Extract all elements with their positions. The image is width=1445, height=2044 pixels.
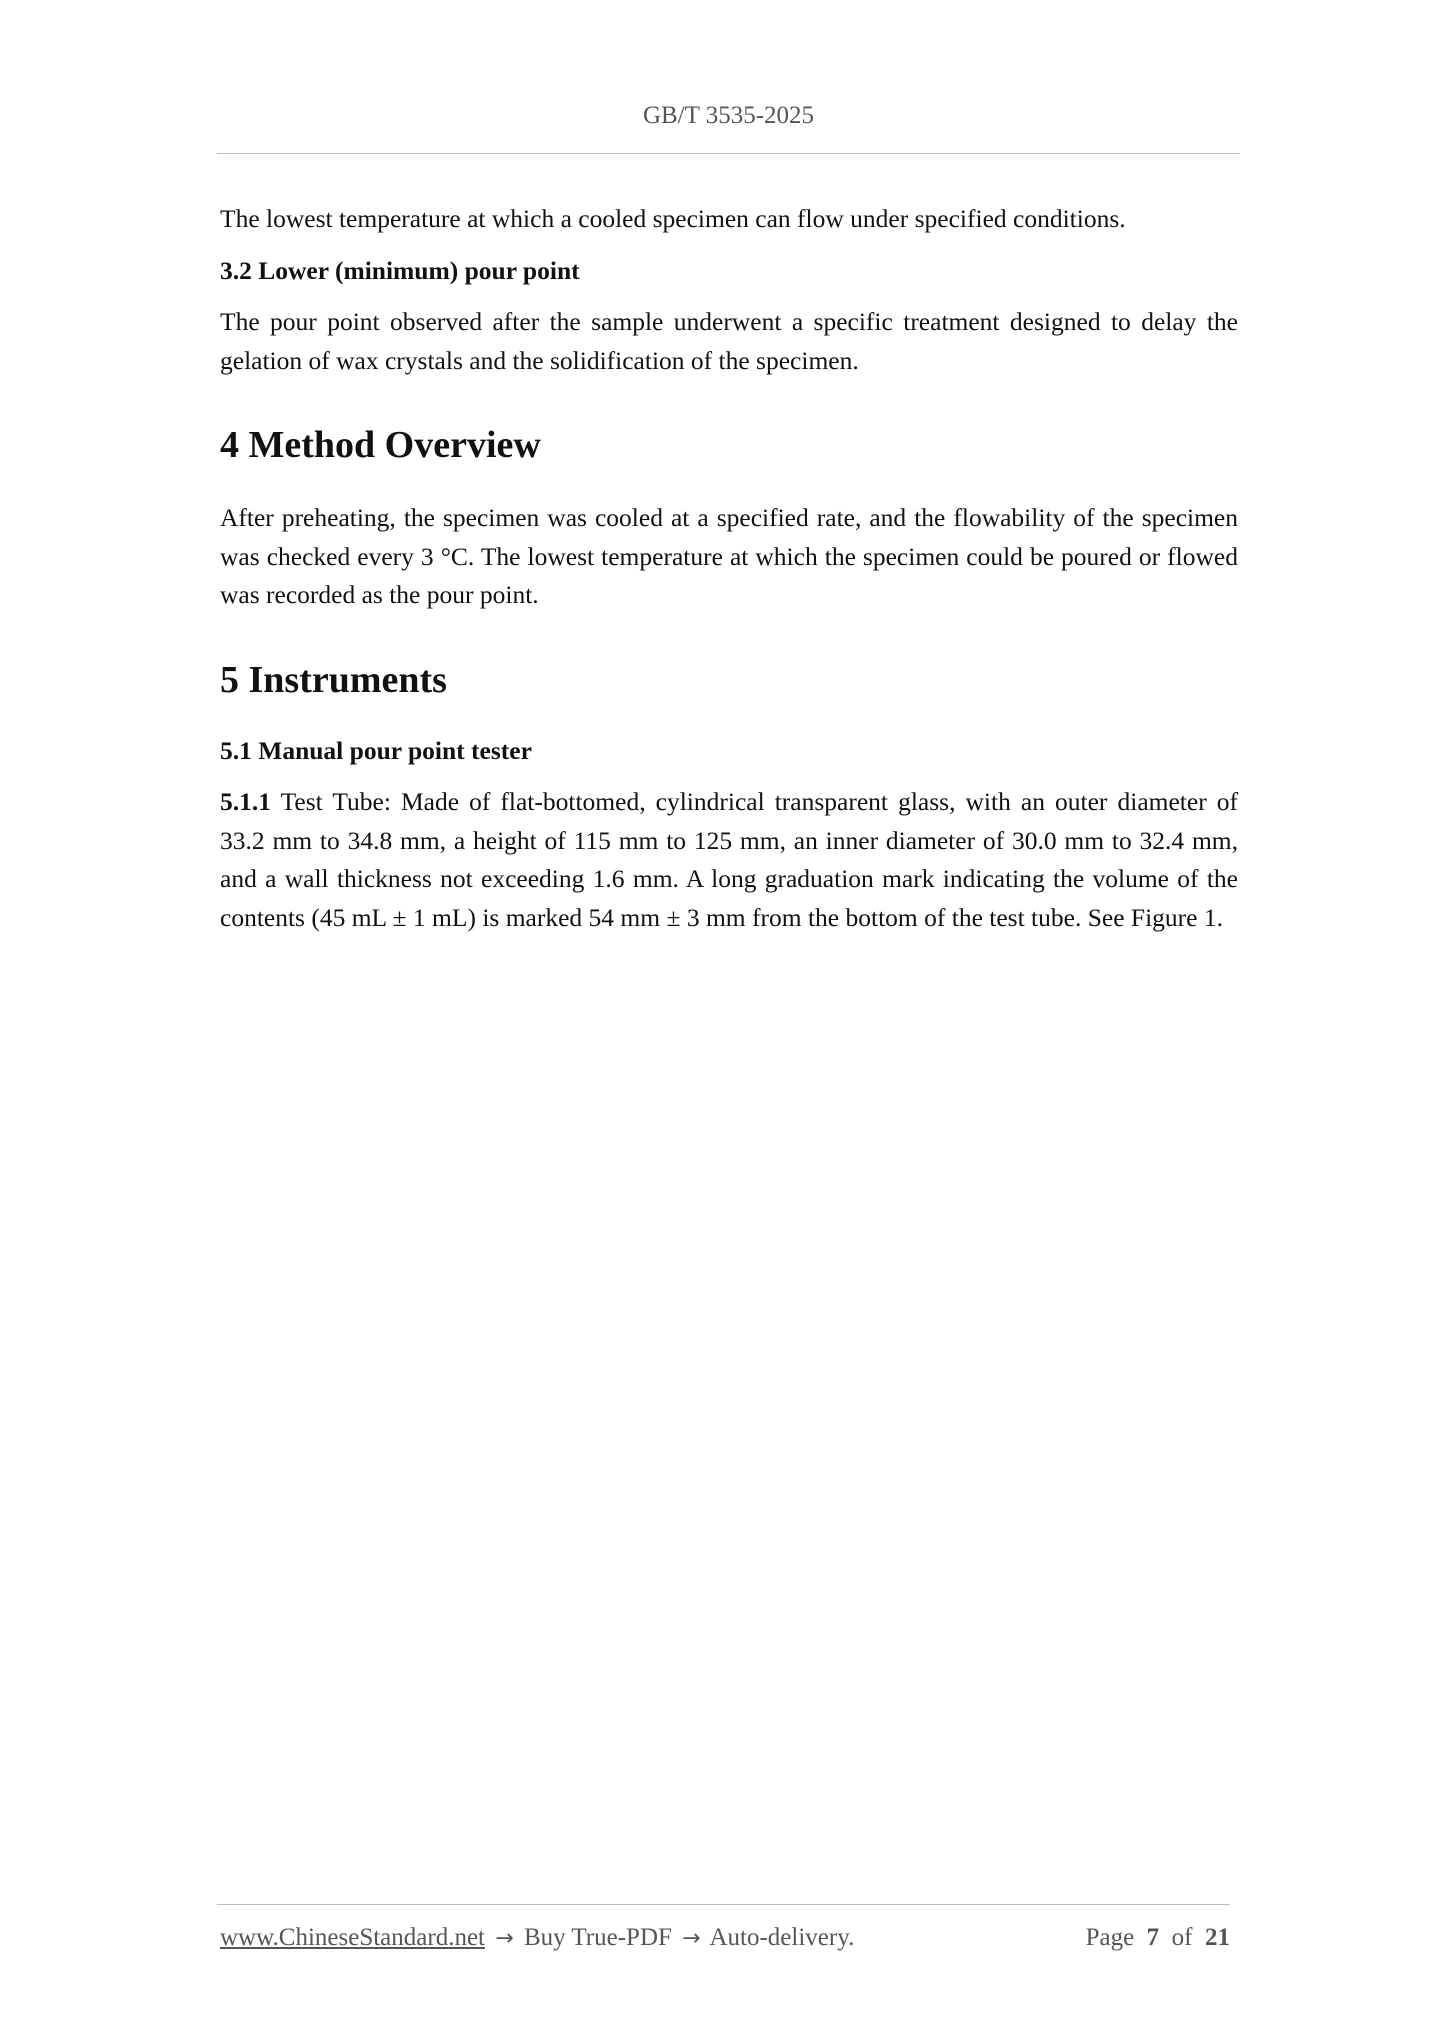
header-divider [217,153,1240,154]
page-header [217,102,1240,130]
page-of-label: of [1171,1924,1193,1951]
paragraph-5-1-1 [220,783,1238,937]
clause-number-5-1-1: 5.1.1 [220,787,271,816]
page-number [1086,1924,1230,1952]
page-current: 7 [1146,1924,1160,1951]
page-label: Page [1085,1924,1135,1951]
paragraph-4: After preheating, the specimen was cooled at a specified rate, and the flowability of the specimen was checked every 3 °C. The lowest temperature at which the specimen could be poured or flowed was recorded as the pour point. [220,503,1238,609]
page-footer [220,1924,1230,1952]
arrow-right-icon: → [682,1926,701,1951]
page-total: 21 [1205,1924,1230,1951]
heading-3-2: 3.2 Lower (minimum) pour point [220,255,580,285]
heading-5: 5 Instruments [220,658,447,701]
heading-4: 4 Method Overview [220,424,541,466]
footer-divider [217,1904,1230,1905]
paragraph-pour-point-definition: The lowest temperature at which a cooled specimen can flow under specified conditions. [220,204,1126,233]
page-content [220,200,1238,937]
document-id: GB/T 3535-2025 [642,102,815,129]
arrow-right-icon: → [495,1926,514,1951]
footer-promo [220,1924,854,1952]
auto-delivery-text: Auto-delivery. [709,1924,855,1951]
clause-text-5-1-1: Test Tube: Made of flat-bottomed, cylindrical transparent glass, with an outer diameter of 33.2 mm to 34.8 mm, a height of 115 mm to 125 mm, an inner diameter of 30.0 mm to 32.4 mm, and a wall thickness not exceeding 1.6 mm. A long graduation mark indicating the volume of the contents (45 mL ± 1 mL) is marked 54 mm ± 3 mm from the bottom of the test tube. See Figure 1. [220,787,1238,932]
paragraph-3-2: The pour point observed after the sample underwent a specific treatment designed to delay the gelation of wax crystals and the solidification of the specimen. [220,307,1238,375]
heading-5-1: 5.1 Manual pour point tester [220,735,532,765]
buy-pdf-text: Buy True-PDF [523,1924,672,1951]
website-link[interactable]: www.ChineseStandard.net [220,1924,485,1951]
